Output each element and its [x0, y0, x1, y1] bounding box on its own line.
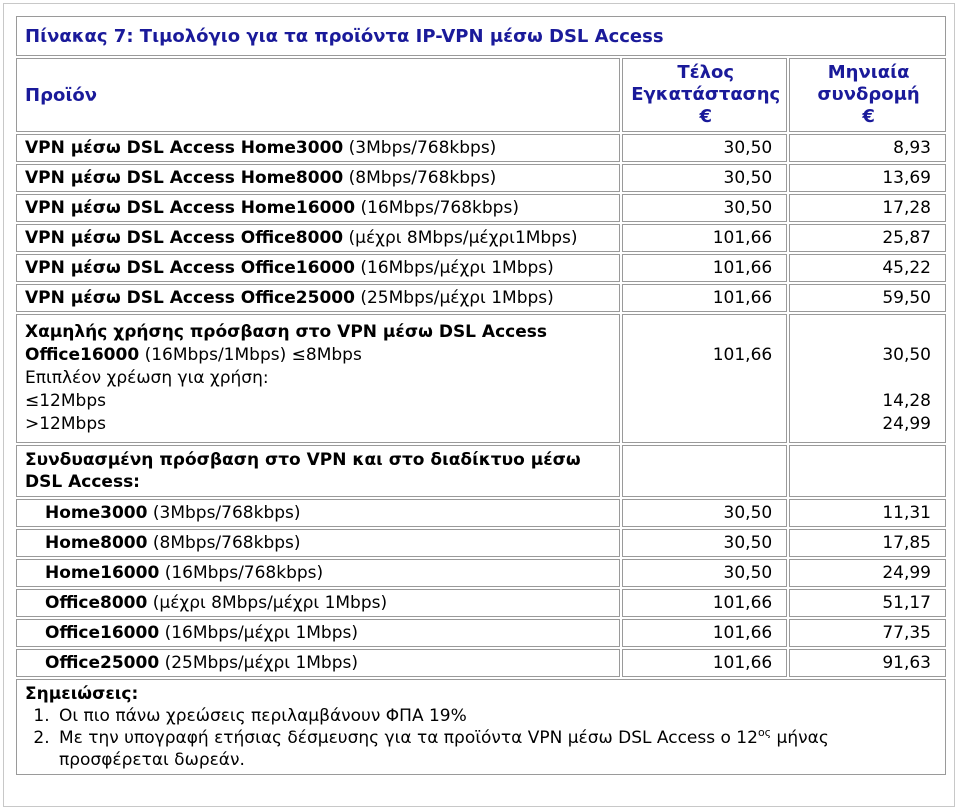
setup-cell: 30,50	[622, 134, 787, 162]
product-spec: (8Mbps/768kbps)	[152, 532, 301, 553]
product-name: Office16000	[45, 622, 160, 643]
header-product: Προϊόν	[16, 58, 620, 132]
combined-setup-empty	[622, 445, 787, 497]
low-usage-line1: Χαμηλής χρήσης πρόσβαση στο VPN μέσω DSL Access	[25, 322, 548, 342]
product-cell	[16, 589, 620, 617]
table-row	[16, 649, 946, 677]
setup-cell: 30,50	[622, 559, 787, 587]
product-cell	[16, 134, 620, 162]
notes-heading: Σημειώσεις:	[25, 684, 139, 704]
product-name: Home16000	[45, 562, 160, 583]
product-spec: (3Mbps/768kbps)	[348, 137, 497, 158]
monthly-cell: 77,35	[789, 619, 946, 647]
header-setup-fee	[622, 58, 787, 132]
product-spec: (μέχρι 8Mbps/μέχρι1Mbps)	[348, 227, 578, 248]
product-spec: (8Mbps/768kbps)	[348, 167, 497, 188]
product-spec: (16Mbps/μέχρι 1Mbps)	[360, 257, 554, 278]
setup-cell: 101,66	[622, 224, 787, 252]
product-name: VPN μέσω DSL Access Home8000	[25, 167, 344, 188]
product-spec: (16Mbps/768kbps)	[360, 197, 519, 218]
setup-cell: 101,66	[622, 589, 787, 617]
low-usage-extra-12: 14,28	[882, 391, 931, 411]
table-row	[16, 589, 946, 617]
low-usage-monthly: 30,50	[882, 345, 931, 365]
low-usage-product-cell	[16, 314, 620, 443]
setup-cell: 30,50	[622, 164, 787, 192]
header-row	[16, 58, 946, 132]
monthly-cell: 91,63	[789, 649, 946, 677]
product-cell	[16, 164, 620, 192]
table-row	[16, 499, 946, 527]
product-spec: (16Mbps/μέχρι 1Mbps)	[164, 622, 359, 643]
low-usage-line5: >12Mbps	[25, 414, 106, 434]
table-row	[16, 164, 946, 192]
product-name: VPN μέσω DSL Access Office16000	[25, 257, 355, 278]
setup-cell: 30,50	[622, 499, 787, 527]
table-title-row	[16, 16, 946, 56]
monthly-cell: 13,69	[789, 164, 946, 192]
setup-cell: 101,66	[622, 649, 787, 677]
header-setup-currency: €	[699, 106, 712, 127]
table-row	[16, 194, 946, 222]
product-cell	[16, 619, 620, 647]
low-usage-line4: ≤12Mbps	[25, 391, 106, 411]
header-setup-line2: Εγκατάστασης	[631, 84, 781, 105]
product-name: Office8000	[45, 592, 148, 613]
table-title: Πίνακας 7: Τιμολόγιο για τα προϊόντα IP-VPN μέσω DSL Access	[16, 16, 946, 56]
low-usage-line3: Επιπλέον χρέωση για χρήση:	[25, 368, 269, 388]
product-cell	[16, 649, 620, 677]
product-name: Home3000	[45, 502, 148, 523]
header-monthly-line1: Μηνιαία	[827, 62, 910, 83]
setup-cell: 30,50	[622, 529, 787, 557]
product-cell	[16, 254, 620, 282]
setup-cell: 101,66	[622, 619, 787, 647]
note-item: 2. Με την υπογραφή ετήσιας δέσμευσης για τα προϊόντα VPN μέσω DSL Access ο $12^{o\varsigma}$ μήνας προσφέρεται δωρεάν.	[55, 727, 939, 771]
low-usage-line2: Office16000 (16Mbps/1Mbps) ≤8Mbps	[25, 345, 362, 365]
monthly-cell: 25,87	[789, 224, 946, 252]
table-row	[16, 284, 946, 312]
combined-line2: DSL Access:	[25, 472, 140, 492]
low-usage-row	[16, 314, 946, 443]
monthly-cell: 11,31	[789, 499, 946, 527]
monthly-cell: 17,28	[789, 194, 946, 222]
table-row	[16, 619, 946, 647]
product-cell	[16, 529, 620, 557]
product-name: VPN μέσω DSL Access Office8000	[25, 227, 344, 248]
monthly-cell: 24,99	[789, 559, 946, 587]
low-usage-monthly-cell	[789, 314, 946, 443]
product-spec: (25Mbps/μέχρι 1Mbps)	[164, 652, 359, 673]
product-cell	[16, 194, 620, 222]
combined-header-cell	[16, 445, 620, 497]
pricing-table	[14, 14, 948, 777]
combined-monthly-empty	[789, 445, 946, 497]
notes-list	[25, 705, 939, 771]
product-cell	[16, 284, 620, 312]
table-row	[16, 224, 946, 252]
header-monthly-currency: €	[862, 106, 875, 127]
header-monthly-fee	[789, 58, 946, 132]
product-spec: (3Mbps/768kbps)	[152, 502, 301, 523]
product-name: VPN μέσω DSL Access Office25000	[25, 287, 355, 308]
product-cell	[16, 224, 620, 252]
low-usage-setup: 101,66	[712, 345, 773, 365]
monthly-cell: 45,22	[789, 254, 946, 282]
note-item: 1. Οι πιο πάνω χρεώσεις περιλαμβάνουν ΦΠΑ 19%	[55, 705, 939, 727]
notes-row	[16, 679, 946, 775]
product-spec: (μέχρι 8Mbps/μέχρι 1Mbps)	[152, 592, 388, 613]
low-usage-setup-cell	[622, 314, 787, 443]
combined-header-row	[16, 445, 946, 497]
low-usage-extra-over12: 24,99	[882, 414, 931, 434]
monthly-cell: 51,17	[789, 589, 946, 617]
setup-cell: 101,66	[622, 254, 787, 282]
product-name: Home8000	[45, 532, 148, 553]
table-row	[16, 254, 946, 282]
product-cell	[16, 559, 620, 587]
product-name: VPN μέσω DSL Access Home16000	[25, 197, 356, 218]
product-name: Office25000	[45, 652, 160, 673]
monthly-cell: 59,50	[789, 284, 946, 312]
monthly-cell: 8,93	[789, 134, 946, 162]
product-cell	[16, 499, 620, 527]
product-spec: (16Mbps/768kbps)	[164, 562, 324, 583]
product-spec: (25Mbps/μέχρι 1Mbps)	[360, 287, 554, 308]
table-row	[16, 134, 946, 162]
combined-line1: Συνδυασμένη πρόσβαση στο VPN και στο διαδίκτυο μέσω	[25, 450, 581, 470]
notes-cell	[16, 679, 946, 775]
header-monthly-line2: συνδρομή	[817, 84, 920, 105]
table-row	[16, 559, 946, 587]
setup-cell: 30,50	[622, 194, 787, 222]
monthly-cell: 17,85	[789, 529, 946, 557]
table-row	[16, 529, 946, 557]
product-name: VPN μέσω DSL Access Home3000	[25, 137, 344, 158]
setup-cell: 101,66	[622, 284, 787, 312]
header-setup-line1: Τέλος	[677, 62, 735, 83]
